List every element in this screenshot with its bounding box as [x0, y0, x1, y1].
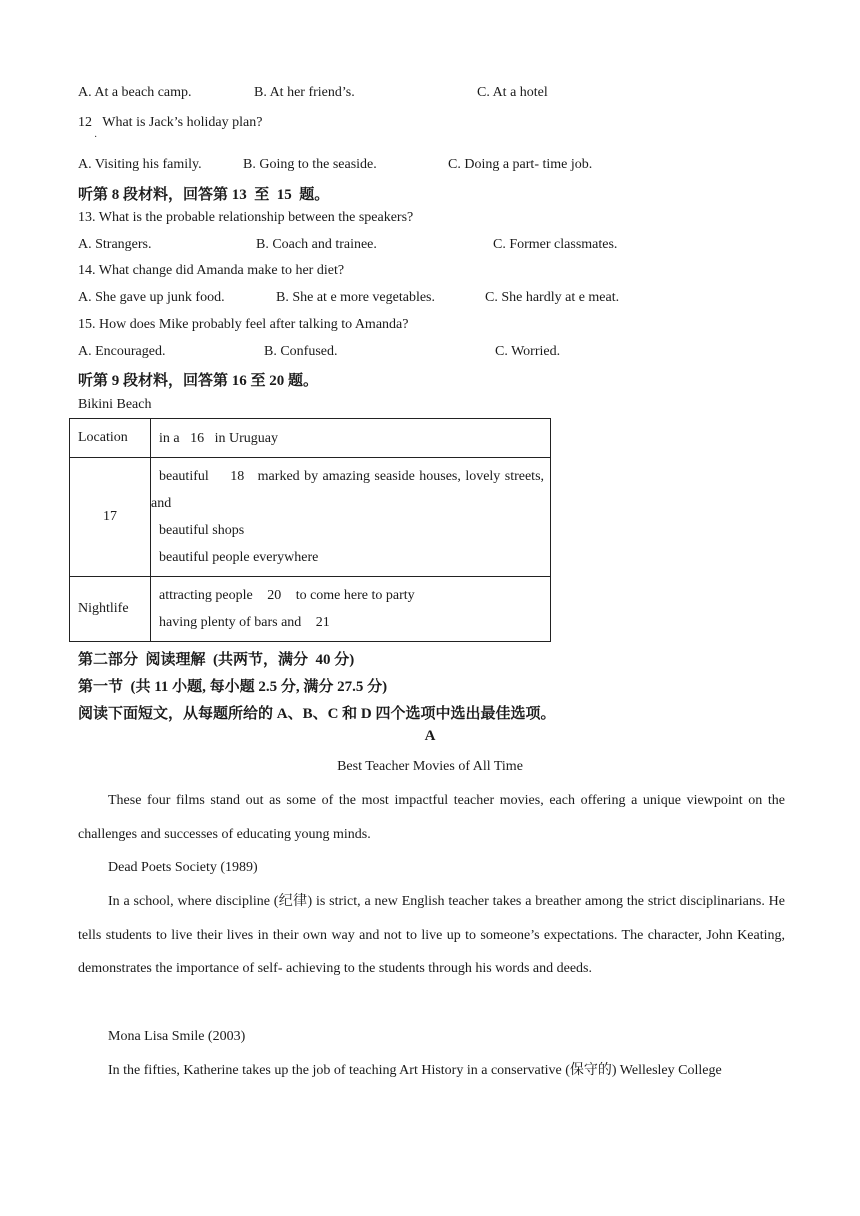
blank-21: 21 [315, 615, 330, 630]
q14-option-c: C. She hardly at e meat. [485, 290, 620, 305]
table-row-location [70, 419, 551, 458]
location-text-pre: in a [159, 430, 180, 446]
q12-option-a: A. Visiting his family. [78, 157, 202, 172]
passage-intro: These four films stand out as some of the most impactful teacher movies, each offering a unique viewpoint on the challenges and successes of educating young minds. [78, 793, 785, 842]
nightlife-line2-pre: having plenty of bars and [159, 615, 302, 630]
q12-dot: · [94, 132, 98, 143]
q15-stem: 15. How does Mike probably feel after talking to Amanda? [78, 317, 409, 332]
q13-stem: 13. What is the probable relationship between the speakers? [78, 210, 414, 225]
q13-option-a: A. Strangers. [78, 237, 152, 252]
row-label-location: Location [70, 419, 151, 458]
q14-option-b: B. She at e more vegetables. [276, 290, 436, 305]
nightlife-line1-post: to come here to party [295, 588, 415, 603]
film2-text: In the fifties, Katherine takes up the job of teaching Art History in a conservative (保守的) Wellesley College [108, 1063, 722, 1078]
q15-option-c: C. Worried. [495, 344, 561, 359]
table-row-17 [70, 458, 551, 577]
blank-16: 16 [190, 430, 205, 446]
section9-heading: 听第 9 段材料，回答第 16 至 20 题。 [78, 373, 319, 389]
q15-option-a: A. Encouraged. [78, 344, 166, 359]
row-content-location [151, 419, 551, 458]
q15-option-b: B. Confused. [264, 344, 338, 359]
row-label-17: 17 [70, 458, 151, 577]
part2-heading: 第二部分 阅读理解 (共两节，满分 40 分) [78, 652, 355, 668]
blank-20: 20 [267, 588, 282, 603]
section8-heading: 听第 8 段材料，回答第 13 至 15 题。 [78, 187, 330, 203]
q13-option-c: C. Former classmates. [493, 237, 618, 252]
row17-line2: beautiful shops [159, 523, 245, 538]
film1-title: Dead Poets Society (1989) [108, 860, 258, 875]
info-table [69, 418, 551, 642]
row-content-17 [151, 458, 551, 577]
row17-line3: beautiful people everywhere [159, 550, 319, 565]
row17-line1-pre: beautiful [159, 469, 209, 484]
q13-option-b: B. Coach and trainee. [256, 237, 377, 252]
table-row-nightlife [70, 577, 551, 642]
blank-18: 18 [230, 469, 245, 484]
q11-option-b: B. At her friend’s. [254, 85, 355, 100]
q12-stem: 12 What is Jack’s holiday plan? [78, 115, 263, 130]
q14-stem: 14. What change did Amanda make to her diet? [78, 263, 345, 278]
row17-line1-post: marked by amazing seaside houses, lovely streets, and [151, 469, 545, 511]
location-text-post: in Uruguay [214, 430, 278, 446]
table-title: Bikini Beach [78, 397, 152, 412]
row-label-nightlife: Nightlife [70, 577, 151, 642]
film2-title: Mona Lisa Smile (2003) [108, 1029, 246, 1044]
q11-option-c: C. At a hotel [477, 85, 548, 100]
film1-text: In a school, where discipline (纪律) is strict, a new English teacher takes a breather among the strict disciplinarians. He tells students to live their lives in their own way and not to live up to someone’s expectations. The character, John Keating, demonstrates the importance of self- achieving to the students through his words and deeds. [78, 894, 785, 977]
passage-letter: A [424, 728, 436, 744]
row-content-nightlife [151, 577, 551, 642]
nightlife-line1-pre: attracting people [159, 588, 253, 603]
section1-heading: 第一节 (共 11 小题, 每小题 2.5 分, 满分 27.5 分) [78, 679, 388, 695]
reading-instruction: 阅读下面短文，从每题所给的 A、B、C 和 D 四个选项中选出最佳选项。 [78, 706, 556, 722]
q12-option-c: C. Doing a part- time job. [448, 157, 593, 172]
q11-option-a: A. At a beach camp. [78, 85, 192, 100]
q14-option-a: A. She gave up junk food. [78, 290, 225, 305]
q12-option-b: B. Going to the seaside. [243, 157, 377, 172]
passage-title: Best Teacher Movies of All Time [337, 759, 523, 774]
